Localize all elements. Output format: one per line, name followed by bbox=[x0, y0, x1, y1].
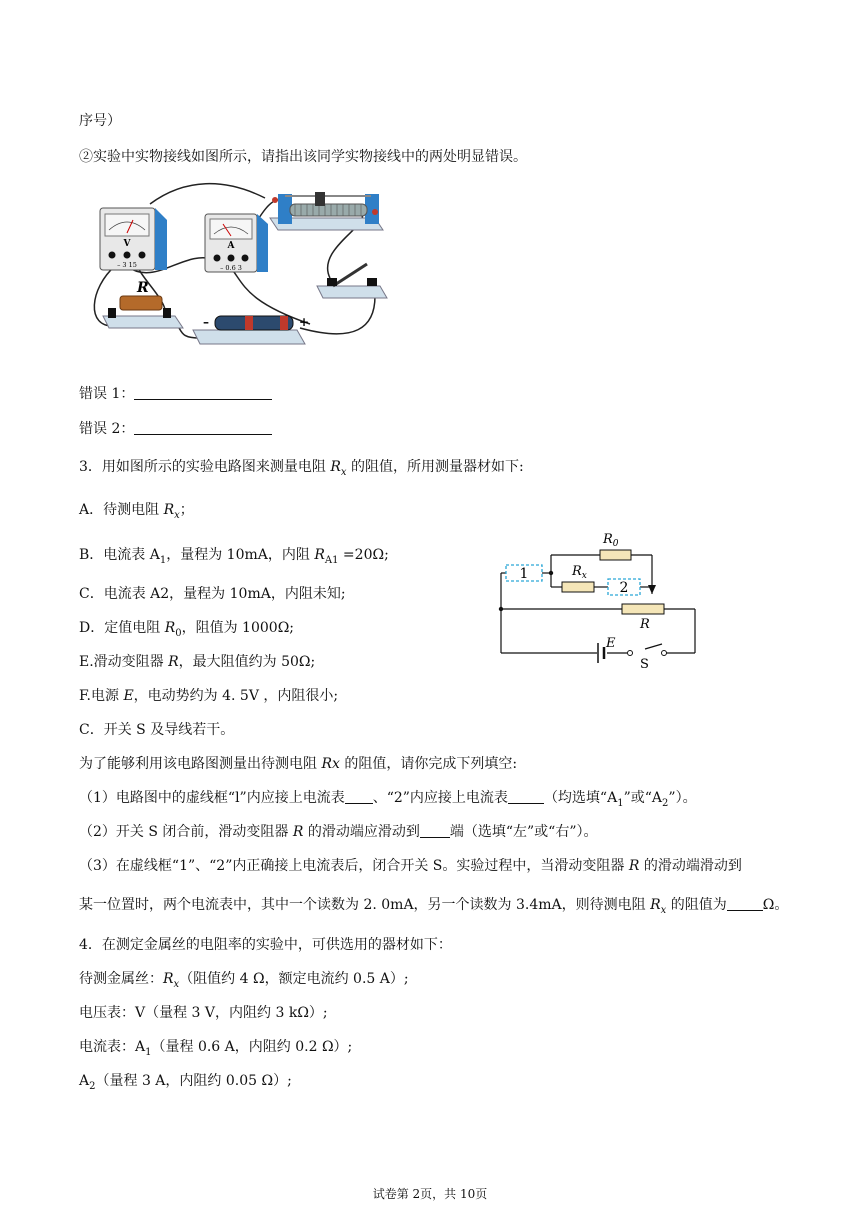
question-4: 4．在测定金属丝的电阻率的实验中，可供选用的器材如下： bbox=[79, 937, 452, 953]
part-3-line-1 bbox=[79, 856, 742, 876]
part-1-mid: 、“2”内应接上电流表 bbox=[372, 790, 508, 806]
option-a bbox=[79, 500, 194, 526]
voltmeter-scale: – 3 15 bbox=[117, 261, 137, 269]
intro-end: 的阻值，请你完成下列填空: bbox=[339, 756, 518, 772]
ammeter-label: A bbox=[227, 241, 235, 251]
part-3-text: （3）在虚线框“1”、“2”内正确接上电流表后，闭合开关 S。实验过程中，当滑动变阻器 bbox=[79, 858, 629, 874]
option-e bbox=[79, 652, 315, 672]
r0-sub: 0 bbox=[175, 627, 182, 639]
text-line: 序号） bbox=[79, 113, 121, 129]
option-b bbox=[79, 545, 389, 571]
a1-sub: 1 bbox=[145, 1046, 152, 1058]
r0-label: $R_0$ bbox=[603, 532, 619, 549]
r-symbol: R bbox=[628, 858, 640, 874]
option-c: C．电流表 A2，量程为 10mA，内阻未知; bbox=[79, 586, 346, 602]
part-3-line-2 bbox=[79, 895, 788, 921]
option-b-mid: ，量程为 10mA，内阻 bbox=[166, 547, 315, 563]
option-f bbox=[79, 686, 338, 706]
a2-sub: 2 bbox=[662, 797, 669, 809]
physical-circuit-figure bbox=[75, 178, 375, 358]
resistor-label: R bbox=[137, 280, 149, 296]
option-d-end: ，阻值为 1000Ω; bbox=[181, 620, 295, 636]
voltmeter-label: V bbox=[123, 239, 131, 249]
ra1-symbol: R bbox=[314, 547, 325, 563]
option-f-end: ，电动势约为 4. 5V ，内阻很小; bbox=[133, 688, 339, 704]
e-label: E bbox=[606, 636, 616, 651]
intro-text: 为了能够利用该电路图测量出待测电阻 bbox=[79, 756, 322, 772]
box-2-label: 2 bbox=[619, 580, 629, 596]
r0-symbol: R bbox=[164, 620, 176, 636]
option-b-end: =20Ω; bbox=[338, 547, 389, 563]
material-3 bbox=[79, 1037, 352, 1063]
error-2-label: 错误 2： bbox=[79, 421, 135, 437]
part-1-blank-2[interactable] bbox=[508, 788, 544, 804]
battery bbox=[193, 315, 309, 344]
a1-sub: 1 bbox=[617, 797, 624, 809]
battery-minus: – bbox=[203, 315, 209, 329]
option-d bbox=[79, 618, 294, 644]
rheostat bbox=[270, 192, 383, 230]
a1-sub: 1 bbox=[159, 554, 167, 566]
rx-sub: x bbox=[660, 904, 667, 916]
q3-text: 3．用如图所示的实验电路图来测量电阻 bbox=[79, 459, 331, 475]
error-1-blank[interactable] bbox=[134, 384, 272, 400]
q3-text-end: 的阻值，所用测量器材如下: bbox=[346, 459, 524, 475]
ammeter-scale: – 0.6 3 bbox=[220, 264, 242, 272]
option-e-text: E.滑动变阻器 bbox=[79, 654, 169, 670]
part-1-hint: （均选填“A bbox=[543, 790, 618, 806]
option-b-text: B．电流表 A bbox=[79, 547, 160, 563]
part-1-end: ”）。 bbox=[668, 790, 697, 806]
material-1-end: （阻值约 4 Ω，额定电流约 0.5 A）; bbox=[179, 971, 409, 987]
rx-symbol: Rx bbox=[321, 756, 340, 772]
option-d-text: D．定值电阻 bbox=[79, 620, 165, 636]
rx-sub: x bbox=[340, 466, 347, 478]
material-1-text: 待测金属丝： bbox=[79, 971, 163, 987]
option-f-text: F.电源 bbox=[79, 688, 124, 704]
material-4-text: A bbox=[79, 1073, 90, 1089]
rx-symbol: R bbox=[163, 971, 174, 987]
r-symbol: R bbox=[168, 654, 179, 670]
option-a-text: A．待测电阻 bbox=[79, 502, 164, 518]
rx-sub: x bbox=[174, 509, 180, 521]
ammeter bbox=[205, 214, 268, 272]
part-1-blank-1[interactable] bbox=[345, 788, 373, 804]
option-a-end: ； bbox=[179, 502, 194, 518]
question-3 bbox=[79, 457, 524, 483]
option-g: C．开关 S 及导线若干。 bbox=[79, 722, 235, 738]
error-1-line bbox=[79, 384, 272, 404]
resistor-R bbox=[103, 280, 183, 328]
option-e-end: ，最大阻值约为 50Ω; bbox=[178, 654, 316, 670]
e-symbol: E bbox=[123, 688, 134, 704]
part-2-text: （2）开关 S 闭合前，滑动变阻器 bbox=[79, 824, 293, 840]
material-1 bbox=[79, 969, 409, 995]
voltmeter bbox=[100, 208, 167, 270]
page-footer: 试卷第 2页，共 10页 bbox=[372, 1187, 488, 1201]
part-3-mid-2: 的阻值为 bbox=[666, 897, 727, 913]
r-label: R bbox=[640, 617, 650, 632]
s-label: S bbox=[640, 657, 649, 672]
r-symbol: R bbox=[292, 824, 304, 840]
part-2 bbox=[79, 822, 598, 842]
material-4 bbox=[79, 1071, 292, 1097]
a2-sub: 2 bbox=[89, 1080, 96, 1092]
ra1-sub: A1 bbox=[324, 554, 339, 566]
rx-symbol: R bbox=[650, 897, 661, 913]
material-2: 电压表：V（量程 3 V，内阻约 3 kΩ）; bbox=[79, 1005, 328, 1021]
material-3-text: 电流表：A bbox=[79, 1039, 146, 1055]
part-2-blank[interactable] bbox=[420, 822, 450, 838]
text-line: ②实验中实物接线如图所示，请指出该同学实物接线中的两处明显错误。 bbox=[79, 149, 527, 165]
rx-sub: x bbox=[173, 978, 180, 990]
part-3-end: 的滑动端滑动到 bbox=[639, 858, 742, 874]
error-2-line bbox=[79, 419, 272, 439]
part-3-blank[interactable] bbox=[727, 895, 763, 911]
material-4-end: （量程 3 A，内阻约 0.05 Ω）; bbox=[95, 1073, 292, 1089]
error-2-blank[interactable] bbox=[134, 419, 272, 435]
intro-line bbox=[79, 754, 517, 774]
error-1-label: 错误 1： bbox=[79, 386, 135, 402]
part-2-end: 端（选填“左”或“右”）。 bbox=[449, 824, 598, 840]
part-3-unit: Ω。 bbox=[762, 897, 789, 913]
circuit-diagram bbox=[492, 525, 707, 670]
part-3-text-2: 某一位置时，两个电流表中，其中一个读数为 2. 0mA，另一个读数为 3.4mA，则待测电阻 bbox=[79, 897, 651, 913]
box-1-label: 1 bbox=[519, 566, 529, 582]
part-1 bbox=[79, 788, 697, 814]
rx-label: $R_x$ bbox=[572, 564, 587, 581]
part-2-mid: 的滑动端应滑动到 bbox=[303, 824, 420, 840]
battery-plus: + bbox=[299, 315, 310, 329]
part-1-text: （1）电路图中的虚线框“l”内应接上电流表 bbox=[79, 790, 345, 806]
part-1-hint-mid: ”或“A bbox=[623, 790, 663, 806]
material-3-end: （量程 0.6 A，内阻约 0.2 Ω）; bbox=[151, 1039, 353, 1055]
rx-symbol: R bbox=[163, 502, 175, 518]
rx-symbol: R bbox=[330, 459, 341, 475]
